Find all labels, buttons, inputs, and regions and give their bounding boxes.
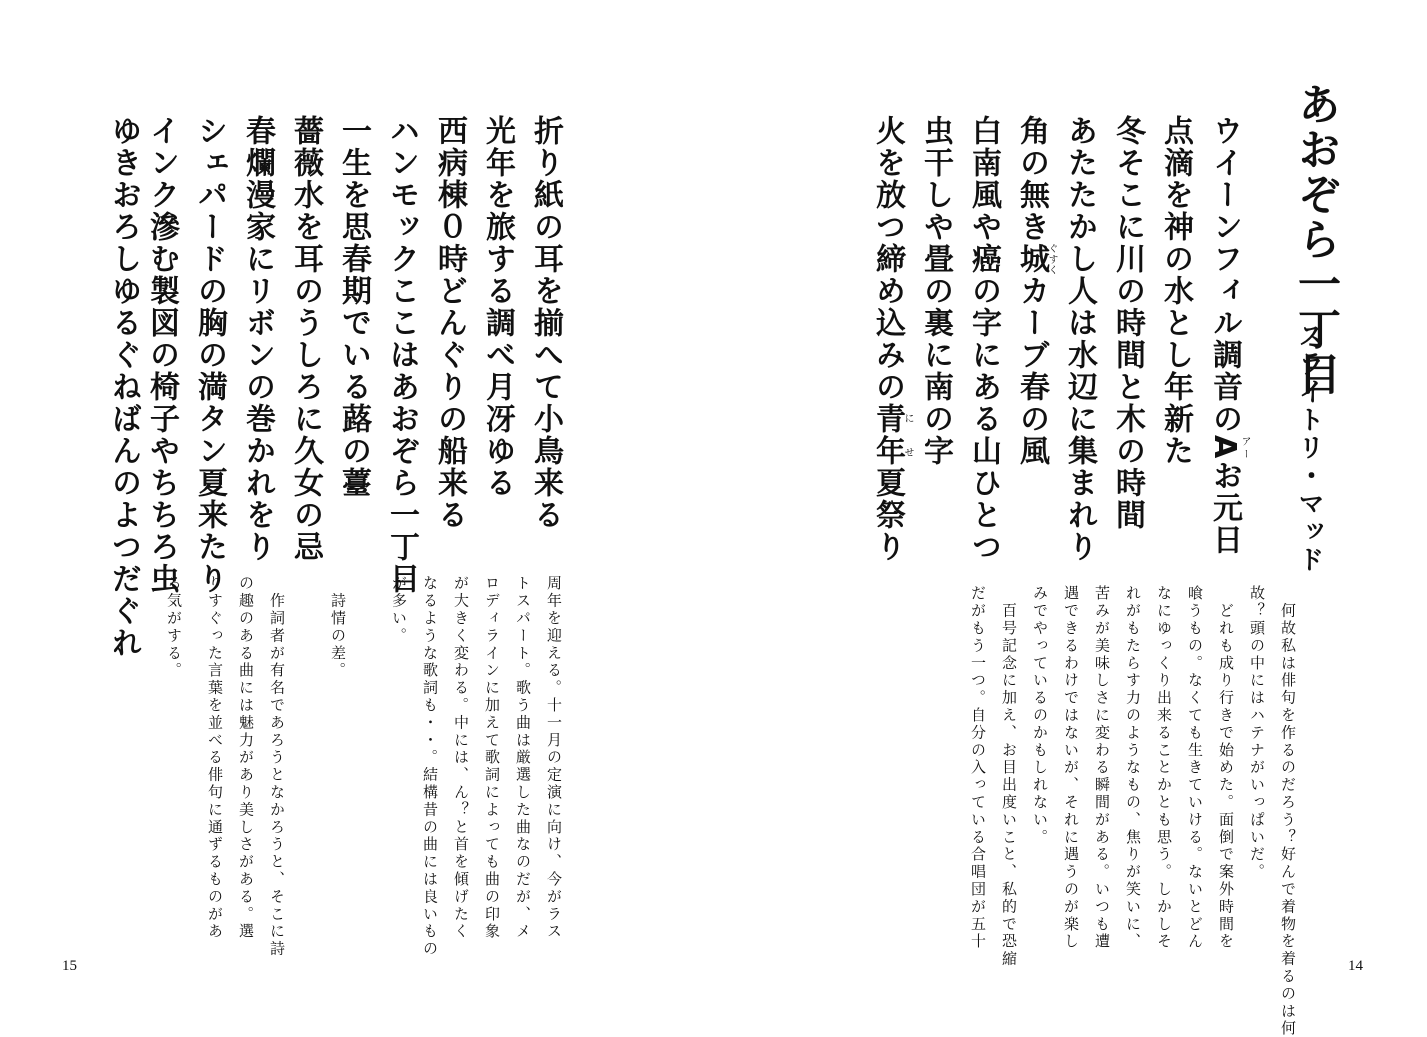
prose-line: 百号記念に加え、お目出度いこと、私的で恐縮 (1000, 585, 1018, 968)
haiku-line: 薔薇水を耳のうしろに久女の忌 (288, 115, 323, 563)
haiku-line: 点滴を神の水とし年新た (1158, 115, 1193, 467)
prose-line: 作詞者が有名であろうとなかろうと、そこに詩 (268, 575, 286, 958)
haiku-line: ハンモックここはあおぞら一丁目 (384, 115, 419, 595)
prose-line: が大きく変わる。中には、ん？と首を傾げたく (452, 575, 470, 941)
haiku-line: 光年を旅する調べ月冴ゆる (480, 115, 515, 499)
prose-line: 詩情の差。 (329, 575, 347, 680)
author-name: スライトリ・マッド (1294, 322, 1324, 574)
right-page (714, 0, 1427, 1037)
haiku-line: 火を放つ締め込みの青年にせ夏祭り (870, 115, 913, 563)
page-title: あおぞら一丁目 (1291, 82, 1341, 397)
haiku-line: インク滲む製図の椅子やちちろ虫 (144, 115, 179, 595)
prose-line: 遇できるわけではないが、それに遇うのが楽し (1062, 585, 1080, 951)
prose-line: トスパート。歌う曲は厳選した曲なのだが、メ (514, 575, 532, 941)
prose-line: 故？頭の中にはハテナがいっぱいだ。 (1248, 585, 1266, 881)
prose-line: みでやっているのかもしれない。 (1031, 585, 1049, 846)
haiku-line: 春爛漫家にリボンの巻かれをり (240, 115, 275, 563)
left-page (0, 0, 713, 1020)
haiku-line: 白南風や癌の字にある山ひとつ (966, 115, 1001, 563)
prose-line: る気がする。 (165, 575, 183, 680)
haiku-line: 冬そこに川の時間と木の時間 (1110, 115, 1145, 531)
prose-line: ロディラインに加えて歌詞によっても曲の印象 (483, 575, 501, 941)
haiku-line: 虫干しや畳の裏に南の字 (918, 115, 953, 467)
prose-line: どれも成り行きで始めた。面倒で案外時間を (1217, 585, 1235, 951)
haiku-line: ゆきおろしゆるぐねばんのよつだぐれ (106, 115, 141, 659)
prose-line: 喰うもの。なくても生きていける。ないとどん (1186, 585, 1204, 951)
prose-line: 周年を迎える。十一月の定演に向け、今がラス (545, 575, 563, 941)
haiku-line: 折り紙の耳を揃へて小鳥来る (528, 115, 563, 531)
prose-line: りすぐった言葉を並べる俳句に通ずるものがあ (206, 575, 224, 941)
page-number: 15 (62, 958, 77, 974)
haiku-line: 一生を思春期でいる蕗の薹 (336, 115, 371, 499)
haiku-line: 西病棟０時どんぐりの船来る (432, 115, 467, 531)
haiku-line: ウイーンフィル調音のAアーお元日 (1207, 115, 1250, 557)
prose-line: 苦みが美味しさに変わる瞬間がある。いつも遭 (1093, 585, 1111, 951)
haiku-line: 角の無き城ぐすくカーブ春の風 (1014, 115, 1057, 467)
page-number: 14 (1348, 958, 1363, 974)
prose-line: なにゆっくり出来ることかとも思う。しかしそ (1155, 585, 1173, 951)
prose-line: なるような歌詞も・・。結構昔の曲には良いもの (421, 575, 439, 958)
haiku-line: シェパードの胸の満タン夏来たり (192, 115, 227, 595)
prose-line: れがもたらす力のようなもの、焦りが笑いに、 (1124, 585, 1142, 951)
prose-line: が多い。 (390, 575, 408, 645)
prose-line: だがもう一つ。自分の入っている合唱団が五十 (969, 585, 987, 951)
haiku-line: あたたかし人は水辺に集まれり (1062, 115, 1097, 563)
prose-line: 何故私は俳句を作るのだろう？好んで着物を着るのは何 (1279, 585, 1297, 1037)
prose-line: の趣のある曲には魅力があり美しさがある。選 (237, 575, 255, 941)
